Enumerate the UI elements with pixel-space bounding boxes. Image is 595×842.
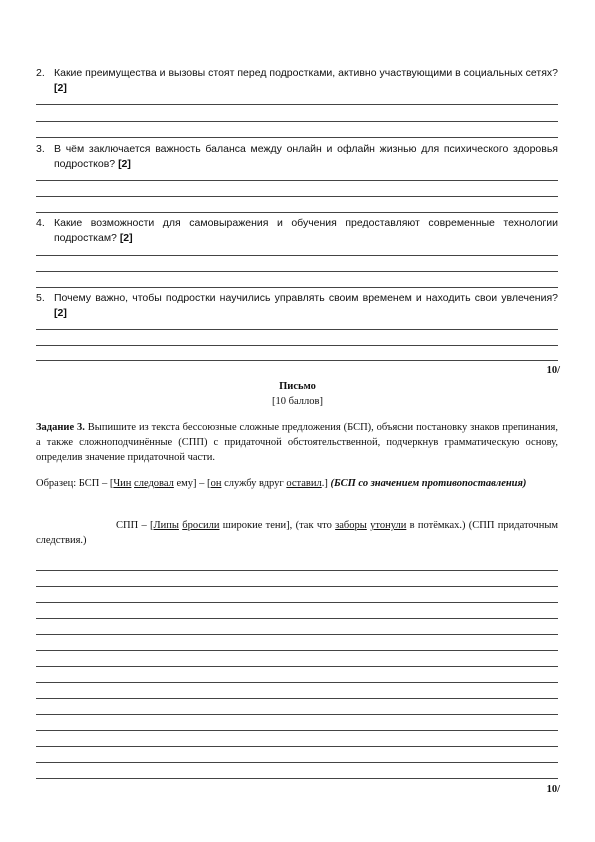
answer-line[interactable] xyxy=(36,634,558,635)
answer-line[interactable] xyxy=(36,345,558,346)
sample-predicate: бросили xyxy=(182,520,220,531)
answer-line[interactable] xyxy=(36,180,558,181)
question-number: 3. xyxy=(36,143,45,155)
sample-predicate: следовал xyxy=(134,478,174,489)
answer-line[interactable] xyxy=(36,121,558,122)
answer-line[interactable] xyxy=(36,271,558,272)
sample-subject: он xyxy=(210,478,222,489)
sample-text: ему] – [ xyxy=(176,478,211,489)
question-3 xyxy=(36,142,558,172)
question-text: Почему важно, чтобы подростки научились управлять своим временем и находить свои увлечения? xyxy=(54,292,558,304)
answer-line[interactable] xyxy=(36,682,558,683)
answer-line[interactable] xyxy=(36,730,558,731)
sample-prefix: СПП – [ xyxy=(116,520,154,531)
answer-line[interactable] xyxy=(36,666,558,667)
answer-line[interactable] xyxy=(36,714,558,715)
answer-line[interactable] xyxy=(36,586,558,587)
sample-predicate: оставил xyxy=(286,478,322,489)
sample-predicate: утонули xyxy=(370,520,407,531)
question-number: 4. xyxy=(36,217,45,229)
answer-line[interactable] xyxy=(36,212,558,213)
score-box: 10/ xyxy=(546,365,560,376)
task-instructions xyxy=(36,420,558,465)
sample-text: широкие тени], (так что xyxy=(222,520,332,531)
answer-line[interactable] xyxy=(36,698,558,699)
question-points: [2] xyxy=(118,158,131,170)
sample-spp xyxy=(36,518,558,548)
answer-line[interactable] xyxy=(36,762,558,763)
answer-line[interactable] xyxy=(36,570,558,571)
sample-note: (БСП со значением противопоставления) xyxy=(330,478,527,489)
answer-line[interactable] xyxy=(36,104,558,105)
sample-text: .] xyxy=(321,478,328,489)
sample-subject: Чин xyxy=(113,478,132,489)
question-points: [2] xyxy=(119,232,133,244)
answer-line[interactable] xyxy=(36,602,558,603)
sample-subject: заборы xyxy=(335,520,367,531)
answer-line[interactable] xyxy=(36,778,558,779)
answer-line[interactable] xyxy=(36,255,558,256)
question-2 xyxy=(36,66,558,96)
answer-line[interactable] xyxy=(36,746,558,747)
sample-bsp xyxy=(36,476,558,491)
answer-line[interactable] xyxy=(36,329,558,330)
question-text: Какие преимущества и вызовы стоят перед подростками, активно участвующими в социальных сетях? xyxy=(54,67,558,79)
question-5 xyxy=(36,291,558,321)
sample-text: службу вдруг xyxy=(224,478,284,489)
section-points: [10 баллов] xyxy=(272,396,323,407)
question-points: [2] xyxy=(54,82,67,94)
question-4 xyxy=(36,216,558,246)
question-text: В чём заключается важность баланса между онлайн и офлайн жизнью для психического здоровья подростков? xyxy=(54,143,558,170)
answer-line[interactable] xyxy=(36,360,558,361)
section-title: Письмо xyxy=(279,381,316,392)
task-text: Выпишите из текста бессоюзные сложные предложения (БСП), объясни постановку знаков препинания, а также сложноподчинённые (СПП) с придаточной обстоятельственной, подчеркнув грамматическую основу, определив значение придаточной части. xyxy=(36,422,558,463)
sample-prefix: Образец: БСП – [ xyxy=(36,478,114,489)
sample-text: в потёмках.) (СПП придаточным следствия.) xyxy=(36,520,559,546)
answer-line[interactable] xyxy=(36,618,558,619)
answer-line[interactable] xyxy=(36,287,558,288)
question-text: Какие возможности для самовыражения и обучения предоставляют современные технологии подросткам? xyxy=(54,217,558,244)
answer-line[interactable] xyxy=(36,650,558,651)
answer-line[interactable] xyxy=(36,137,558,138)
answer-line[interactable] xyxy=(36,196,558,197)
question-number: 2. xyxy=(36,67,45,79)
task-label: Задание 3. xyxy=(36,422,85,433)
question-points: [2] xyxy=(54,307,67,319)
score-box: 10/ xyxy=(546,784,560,795)
sample-subject: Липы xyxy=(153,520,179,531)
question-number: 5. xyxy=(36,292,45,304)
